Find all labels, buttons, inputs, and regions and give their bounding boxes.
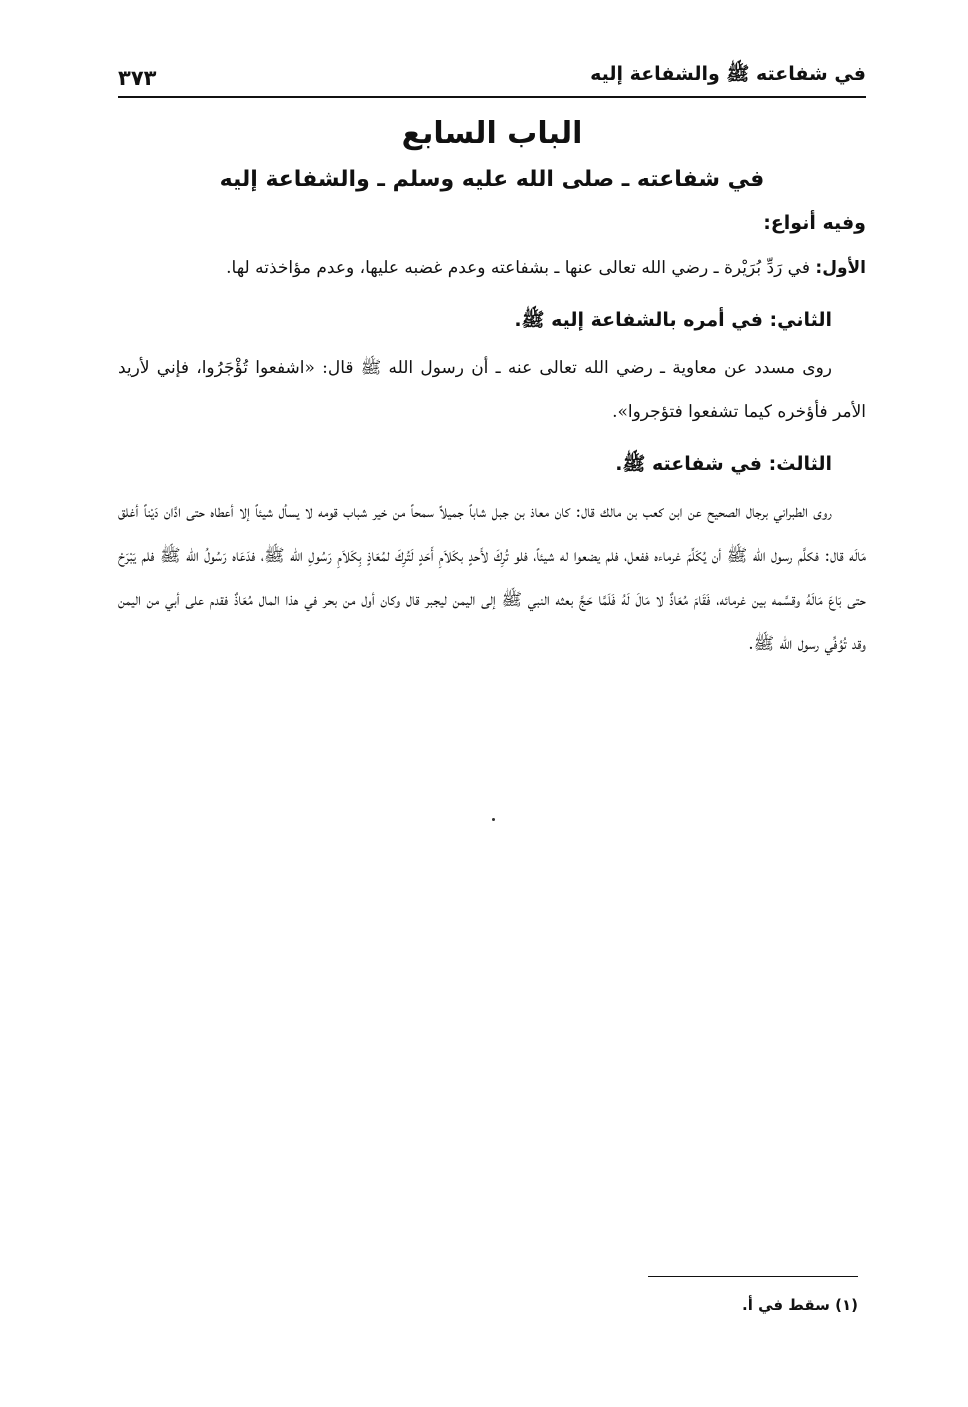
section-third-text: روى الطبراني برجال الصحيح عن ابن كعب بن مالك قال: كان معاذ بن جبل شاباً جميلاً سمحاً من خير شباب قومه لا يسأل شيئاً إلا أعطاه حتى ادَّان دَيْناً أغلق مَالَه قال: فكلَّم رسول الله ﷺ أن يُكَلِّمَ غرماءه ففعل، فلم يضعوا له شيئاً، فلو تُرِكَ لأَحدٍ بكَلاَمِ أَحَدٍ لَتُرِكَ لمُعَاذٍ بِكَلاَمِ رَسُولِ الله ﷺ، فدَعَاه رَسُولُ الله ﷺ فلم يَبْرَحْ حتى بَاعَ مَالَهُ وقسَّمه بين غرمائه، فَقَامَ مُعَاذٌ لا مَالَ لَهُ فَلَمَّا حَجَّ بعثه النبي ﷺ إلى اليمن ليجبر قال وكان أول من بحر في هذا المال مُعَاذٌ فقدم على أبي من اليمن وقد تُوُفِّي رسول الله ﷺ. [118, 502, 866, 654]
page-content [118, 108, 866, 676]
chapter-title: الباب السابع [401, 116, 583, 151]
section-third-heading: الثالث: في شفاعته ﷺ. [615, 453, 832, 475]
stray-dot [492, 818, 495, 821]
section-first-label: الأول: [815, 258, 866, 278]
running-header [118, 58, 866, 98]
section-first-text: في رَدِّ بُرَيْرة ـ رضي الله تعالى عنها ـ بشفاعته وعدم غضبه عليها، وعدم مؤاخذته لها. [226, 258, 810, 278]
chapter-subtitle: في شفاعته ـ صلى الله عليه وسلم ـ والشفاعة إليه [219, 167, 765, 192]
chapter-intro: وفيه أنواع: [763, 212, 866, 234]
footnote: (١) سقط في أ. [742, 1296, 858, 1314]
running-header-title: في شفاعته ﷺ والشفاعة إليه [590, 63, 866, 85]
section-first-paragraph [118, 246, 866, 290]
footnote-separator [648, 1276, 858, 1277]
section-second-heading: الثاني: في أمره بالشفاعة إليه ﷺ. [514, 309, 832, 331]
section-second-text: روى مسدد عن معاوية ـ رضي الله تعالى عنه ـ أن رسول الله ﷺ قال: «اشفعوا تُؤْجَرُوا، فإني لأريد الأمر فأؤخره كيما تشفعوا فتؤجروا». [118, 358, 866, 422]
page-number: ٣٧٣ [118, 66, 157, 90]
